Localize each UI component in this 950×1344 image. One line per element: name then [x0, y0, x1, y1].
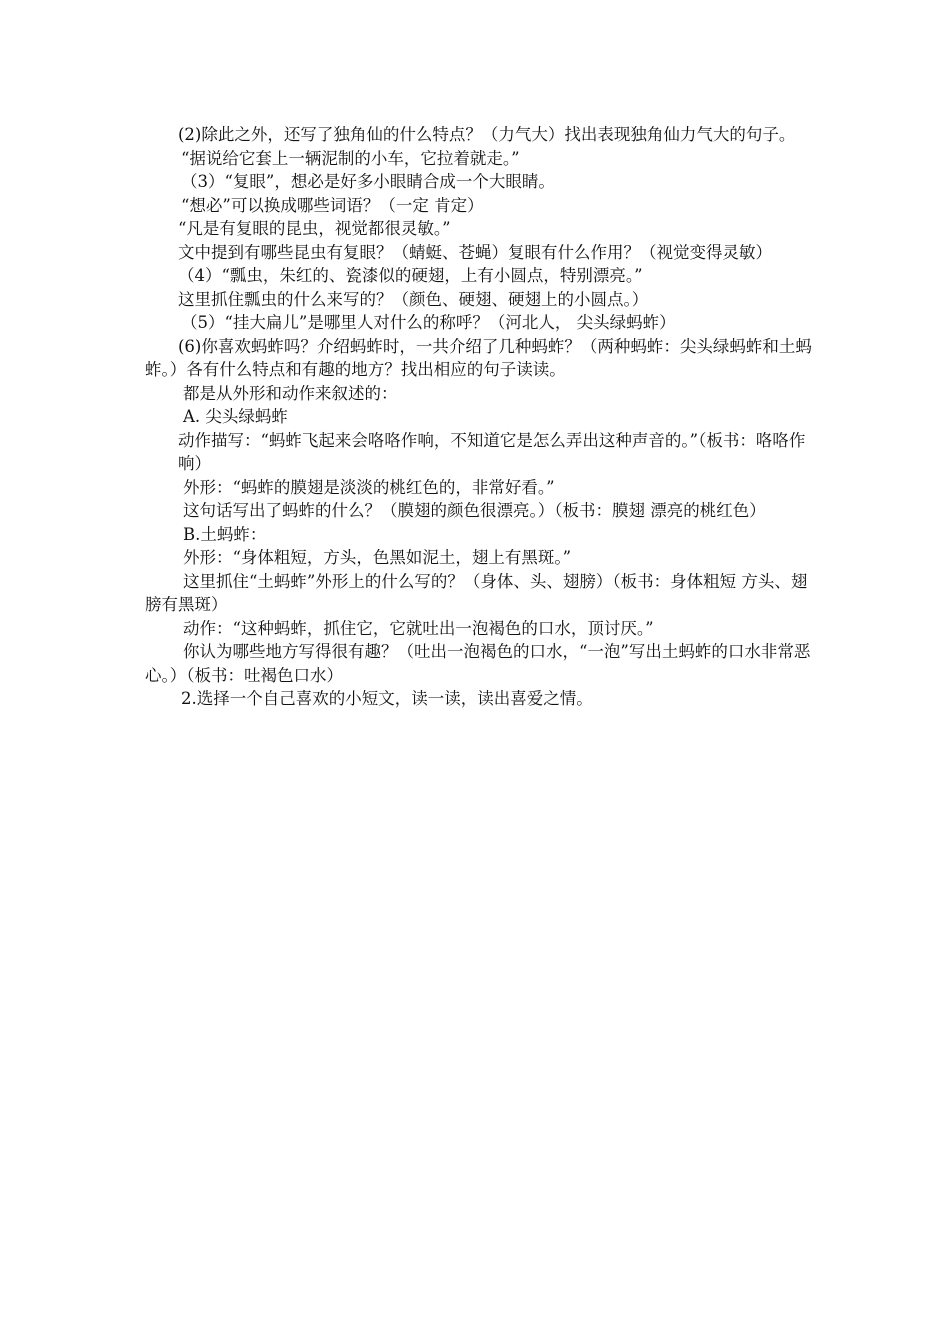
paragraph-ladybug: 这里抓住瓢虫的什么来写的？（颜色、硬翅、硬翅上的小圆点。）: [178, 289, 649, 309]
paragraph-q2: (2)除此之外，还写了独角仙的什么特点？（力气大）找出表现独角仙力气大的句子。: [178, 125, 796, 144]
paragraph-shape-a-question: 这句话写出了蚂蚱的什么？（膜翅的颜色很漂亮。）（板书：膜翅 漂亮的桃红色）: [183, 501, 766, 520]
paragraph-xiangbi: “想必”可以换成哪些词语？（一定 肯定）: [181, 195, 484, 215]
paragraph-narration: 都是从外形和动作来叙述的：: [183, 383, 398, 403]
paragraph-shape-b-question: 这里抓住“土蚂蚱”外形上的什么写的？（身体、头、翅膀）（板书：身体粗短 方头、翅膀有黑斑）: [145, 571, 808, 614]
paragraph-interesting: 你认为哪些地方写得很有趣？（吐出一泡褐色的口水，“一泡”写出土蚂蚱的口水非常恶心。）（板书：吐褐色口水）: [145, 642, 811, 685]
document-body: [145, 123, 813, 711]
paragraph-action-b: 动作：“这种蚂蚱，抓住它，它就吐出一泡褐色的口水，顶讨厌。”: [183, 618, 654, 638]
heading-a-green-grasshopper: A. 尖头绿蚂蚱: [183, 407, 288, 426]
paragraph-task-2: 2.选择一个自己喜欢的小短文，读一读，读出喜爱之情。: [181, 689, 593, 708]
paragraph-quote-cart: “据说给它套上一辆泥制的小车，它拉着就走。”: [181, 148, 520, 168]
paragraph-q5: （5）“挂大扁儿”是哪里人对什么的称呼？（河北人， 尖头绿蚂蚱）: [181, 313, 676, 332]
paragraph-quote-compound-eye: “凡是有复眼的昆虫，视觉都很灵敏。”: [178, 219, 451, 238]
paragraph-compound-eye-insects: 文中提到有哪些昆虫有复眼？（蜻蜓、苍蝇）复眼有什么作用？（视觉变得灵敏）: [178, 242, 772, 262]
heading-b-earth-grasshopper: B.土蚂蚱：: [183, 524, 267, 544]
paragraph-q6: (6)你喜欢蚂蚱吗？介绍蚂蚱时，一共介绍了几种蚂蚱？（两种蚂蚱：尖头绿蚂蚱和土蚂蚱。）各有什么特点和有趣的地方？找出相应的句子读读。: [145, 336, 812, 379]
paragraph-action-a: 动作描写：“蚂蚱飞起来会咯咯作响，不知道它是怎么弄出这种声音的。”（板书：咯咯作响）: [178, 430, 806, 473]
paragraph-shape-a: 外形：“蚂蚱的膜翅是淡淡的桃红色的，非常好看。”: [183, 477, 555, 497]
paragraph-q4: （4）“瓢虫，朱红的、瓷漆似的硬翅，上有小圆点，特别漂亮。”: [178, 266, 643, 285]
paragraph-shape-b: 外形：“身体粗短，方头，色黑如泥土，翅上有黑斑。”: [183, 548, 572, 567]
paragraph-q3: （3）“复眼”，想必是好多小眼睛合成一个大眼睛。: [181, 172, 555, 191]
